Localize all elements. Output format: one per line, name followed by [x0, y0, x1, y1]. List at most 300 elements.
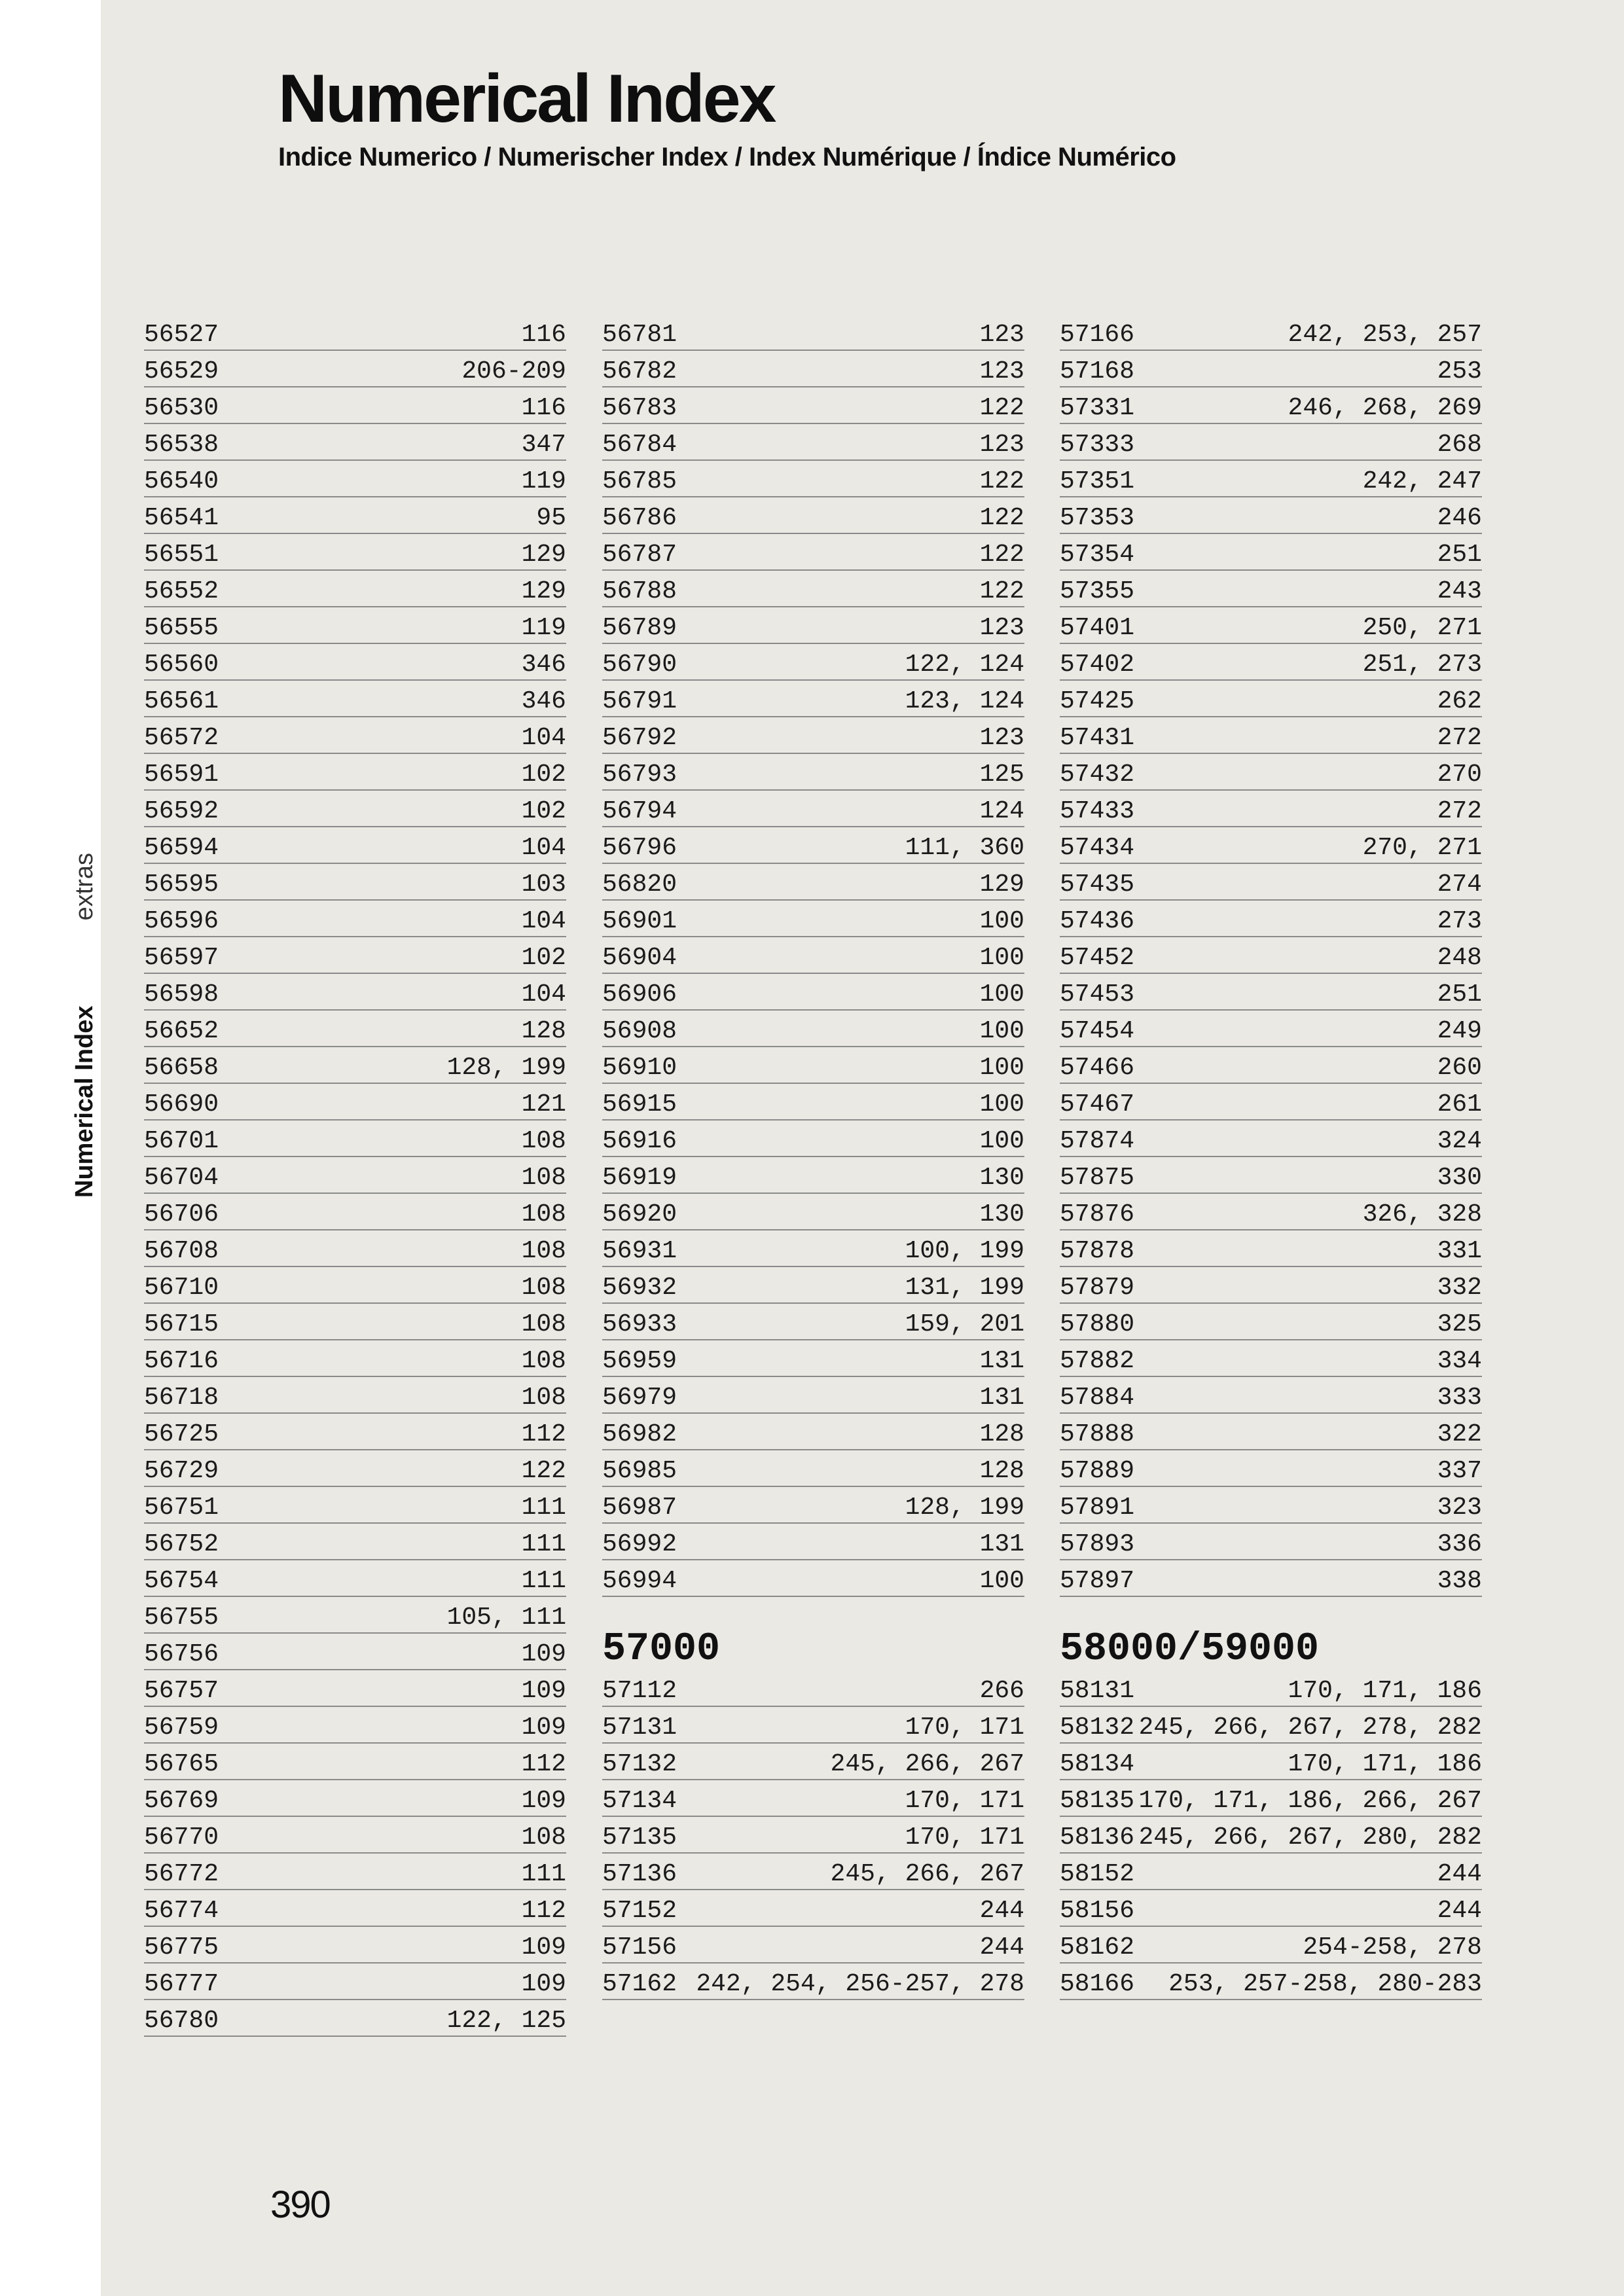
- index-row: [144, 901, 566, 937]
- page-references: 270, 271: [1362, 834, 1482, 862]
- page-references: 109: [521, 1933, 566, 1962]
- article-code: 56708: [144, 1237, 219, 1265]
- article-code: 56595: [144, 870, 219, 899]
- index-row: [1060, 1487, 1482, 1524]
- article-code: 56783: [602, 394, 677, 422]
- article-code: 56770: [144, 1823, 219, 1852]
- page-references: 244: [1437, 1897, 1482, 1925]
- page-references: 104: [521, 980, 566, 1009]
- page-references: 336: [1437, 1530, 1482, 1558]
- index-row: [602, 607, 1024, 644]
- page-references: 129: [521, 541, 566, 569]
- article-code: 58131: [1060, 1677, 1135, 1705]
- page-references: 130: [979, 1164, 1024, 1192]
- article-code: 57878: [1060, 1237, 1135, 1265]
- page-references: 108: [521, 1127, 566, 1155]
- article-code: 58152: [1060, 1860, 1135, 1888]
- article-code: 56530: [144, 394, 219, 422]
- index-row: [144, 937, 566, 974]
- article-code: 57882: [1060, 1347, 1135, 1375]
- page-references: 112: [521, 1750, 566, 1778]
- index-row: [144, 1084, 566, 1121]
- page-references: 109: [521, 1640, 566, 1668]
- page-references: 123: [979, 614, 1024, 642]
- index-row: [1060, 754, 1482, 791]
- index-row: [602, 791, 1024, 827]
- article-code: 57432: [1060, 761, 1135, 789]
- index-column-3: [1060, 314, 1482, 2000]
- index-row: [1060, 1450, 1482, 1487]
- index-row: [602, 1780, 1024, 1817]
- page-references: 122: [979, 467, 1024, 495]
- index-row: [1060, 387, 1482, 424]
- article-code: 56793: [602, 761, 677, 789]
- index-row: [1060, 1194, 1482, 1230]
- page-references: 266: [979, 1677, 1024, 1705]
- article-code: 56777: [144, 1970, 219, 1998]
- article-code: 57431: [1060, 724, 1135, 752]
- index-row: [144, 1744, 566, 1780]
- index-row: [602, 497, 1024, 534]
- article-code: 56592: [144, 797, 219, 825]
- page-references: 109: [521, 1970, 566, 1998]
- article-code: 56594: [144, 834, 219, 862]
- index-row: [602, 1194, 1024, 1230]
- page-references: 244: [979, 1933, 1024, 1962]
- page-references: 105, 111: [446, 1604, 566, 1632]
- article-code: 56754: [144, 1567, 219, 1595]
- index-row: [602, 1084, 1024, 1121]
- page-references: 108: [521, 1384, 566, 1412]
- page-references: 334: [1437, 1347, 1482, 1375]
- page-references: 100: [979, 1017, 1024, 1045]
- page-references: 108: [521, 1200, 566, 1229]
- page-references: 272: [1437, 797, 1482, 825]
- article-code: 56591: [144, 761, 219, 789]
- article-code: 56527: [144, 321, 219, 349]
- page-references: 170, 171: [905, 1787, 1024, 1815]
- index-row: [144, 1597, 566, 1634]
- article-code: 58162: [1060, 1933, 1135, 1962]
- page-references: 104: [521, 834, 566, 862]
- page-references: 108: [521, 1274, 566, 1302]
- article-code: 58135: [1060, 1787, 1135, 1815]
- article-code: 56992: [602, 1530, 677, 1558]
- index-row: [602, 864, 1024, 901]
- index-row: [144, 1304, 566, 1340]
- page-references: 116: [521, 394, 566, 422]
- index-row: [602, 1414, 1024, 1450]
- article-code: 56529: [144, 357, 219, 386]
- article-code: 57434: [1060, 834, 1135, 862]
- article-code: 56915: [602, 1090, 677, 1119]
- index-row: [144, 351, 566, 387]
- index-row: [602, 1047, 1024, 1084]
- index-row: [602, 827, 1024, 864]
- article-code: 58136: [1060, 1823, 1135, 1852]
- index-row: [602, 461, 1024, 497]
- index-row: [602, 974, 1024, 1011]
- index-row: [1060, 791, 1482, 827]
- index-row: [144, 387, 566, 424]
- index-row: [1060, 1377, 1482, 1414]
- index-row: [1060, 571, 1482, 607]
- article-code: 56994: [602, 1567, 677, 1595]
- side-label-section: Numerical Index: [71, 1005, 98, 1198]
- article-code: 57131: [602, 1713, 677, 1742]
- page-references: 250, 271: [1362, 614, 1482, 642]
- article-code: 56790: [602, 651, 677, 679]
- article-code: 56598: [144, 980, 219, 1009]
- page-references: 268: [1437, 431, 1482, 459]
- index-row: [144, 1560, 566, 1597]
- index-row: [1060, 1084, 1482, 1121]
- page-references: 122: [979, 394, 1024, 422]
- article-code: 56782: [602, 357, 677, 386]
- article-code: 56904: [602, 944, 677, 972]
- article-code: 56820: [602, 870, 677, 899]
- article-code: 56774: [144, 1897, 219, 1925]
- page-references: 274: [1437, 870, 1482, 899]
- article-code: 56784: [602, 431, 677, 459]
- article-code: 57166: [1060, 321, 1135, 349]
- page-references: 112: [521, 1897, 566, 1925]
- index-row: [602, 1524, 1024, 1560]
- page-references: 100: [979, 944, 1024, 972]
- index-row: [144, 1230, 566, 1267]
- page-number: 390: [270, 2183, 330, 2226]
- page-references: 111: [521, 1567, 566, 1595]
- article-code: 57351: [1060, 467, 1135, 495]
- page-references: 104: [521, 724, 566, 752]
- section-heading: 58000/59000: [1060, 1627, 1320, 1672]
- article-code: 56658: [144, 1054, 219, 1082]
- page-references: 129: [521, 577, 566, 605]
- index-row: [144, 1890, 566, 1927]
- index-row: [602, 314, 1024, 351]
- page-references: 122, 124: [905, 651, 1024, 679]
- page-references: 122: [979, 577, 1024, 605]
- index-row: [144, 681, 566, 717]
- article-code: 56551: [144, 541, 219, 569]
- index-row: [144, 1194, 566, 1230]
- page-references: 100: [979, 1054, 1024, 1082]
- page-references: 122: [521, 1457, 566, 1485]
- index-row: [144, 1377, 566, 1414]
- page-references: 323: [1437, 1494, 1482, 1522]
- page-references: 131: [979, 1384, 1024, 1412]
- index-row: [602, 1377, 1024, 1414]
- page-references: 245, 266, 267: [830, 1860, 1024, 1888]
- page-references: 251: [1437, 541, 1482, 569]
- page-references: 159, 201: [905, 1310, 1024, 1338]
- index-row: [1060, 717, 1482, 754]
- article-code: 56933: [602, 1310, 677, 1338]
- page-references: 326, 328: [1362, 1200, 1482, 1229]
- index-row: [144, 1267, 566, 1304]
- index-row: [1060, 974, 1482, 1011]
- index-row: [602, 937, 1024, 974]
- page-references: 100: [979, 907, 1024, 935]
- page-references: 246, 268, 269: [1288, 394, 1482, 422]
- page-references: 131: [979, 1347, 1024, 1375]
- index-row: [602, 351, 1024, 387]
- index-row: [144, 1414, 566, 1450]
- index-row: [1060, 1524, 1482, 1560]
- index-row: [144, 314, 566, 351]
- article-code: 57467: [1060, 1090, 1135, 1119]
- article-code: 56729: [144, 1457, 219, 1485]
- article-code: 56982: [602, 1420, 677, 1448]
- page-references: 253, 257-258, 280-283: [1168, 1970, 1482, 1998]
- page-references: 251, 273: [1362, 651, 1482, 679]
- index-row: [144, 607, 566, 644]
- index-row: [602, 1340, 1024, 1377]
- page-references: 332: [1437, 1274, 1482, 1302]
- index-row: [144, 571, 566, 607]
- index-row: [1060, 1890, 1482, 1927]
- index-row: [1060, 1964, 1482, 2000]
- index-row: [1060, 1157, 1482, 1194]
- index-row: [602, 1267, 1024, 1304]
- page-references: 109: [521, 1677, 566, 1705]
- article-code: 56985: [602, 1457, 677, 1485]
- page-references: 100: [979, 1127, 1024, 1155]
- article-code: 56908: [602, 1017, 677, 1045]
- index-row: [602, 1670, 1024, 1707]
- page-references: 122: [979, 504, 1024, 532]
- article-code: 56706: [144, 1200, 219, 1229]
- index-row: [602, 681, 1024, 717]
- index-column-1: [144, 314, 566, 2037]
- article-code: 57876: [1060, 1200, 1135, 1229]
- index-row: [1060, 1670, 1482, 1707]
- page-references: 206-209: [461, 357, 566, 386]
- page-references: 129: [979, 870, 1024, 899]
- index-row: [1060, 1744, 1482, 1780]
- article-code: 56796: [602, 834, 677, 862]
- index-row: [602, 1011, 1024, 1047]
- index-row: [602, 1230, 1024, 1267]
- index-row: [1060, 1121, 1482, 1157]
- index-row: [602, 1304, 1024, 1340]
- page-references: 170, 171: [905, 1713, 1024, 1742]
- article-code: 56780: [144, 2007, 219, 2035]
- page-references: 122, 125: [446, 2007, 566, 2035]
- page-references: 346: [521, 687, 566, 715]
- article-code: 56769: [144, 1787, 219, 1815]
- index-row: [1060, 497, 1482, 534]
- page-references: 111: [521, 1530, 566, 1558]
- article-code: 56560: [144, 651, 219, 679]
- index-row: [144, 1927, 566, 1964]
- page-references: 244: [1437, 1860, 1482, 1888]
- index-row: [602, 1450, 1024, 1487]
- page-references: 100, 199: [905, 1237, 1024, 1265]
- page-references: 108: [521, 1823, 566, 1852]
- page-references: 104: [521, 907, 566, 935]
- index-row: [144, 1524, 566, 1560]
- page-references: 253: [1437, 357, 1482, 386]
- index-row: [1060, 1927, 1482, 1964]
- page-references: 272: [1437, 724, 1482, 752]
- page-references: 102: [521, 761, 566, 789]
- page-references: 128: [979, 1420, 1024, 1448]
- page-references: 100: [979, 1567, 1024, 1595]
- article-code: 56652: [144, 1017, 219, 1045]
- index-row: [1060, 644, 1482, 681]
- side-label-chapter: extras: [71, 852, 98, 921]
- index-row: [1060, 351, 1482, 387]
- article-code: 56987: [602, 1494, 677, 1522]
- article-code: 57888: [1060, 1420, 1135, 1448]
- page-references: 346: [521, 651, 566, 679]
- index-row: [144, 1450, 566, 1487]
- page-references: 103: [521, 870, 566, 899]
- index-row: [144, 1854, 566, 1890]
- index-row: [602, 1560, 1024, 1597]
- page-references: 243: [1437, 577, 1482, 605]
- index-row: [602, 1157, 1024, 1194]
- index-row: [144, 1487, 566, 1524]
- article-code: 56751: [144, 1494, 219, 1522]
- article-code: 56597: [144, 944, 219, 972]
- article-code: 56718: [144, 1384, 219, 1412]
- article-code: 56789: [602, 614, 677, 642]
- page-references: 124: [979, 797, 1024, 825]
- page-references: 242, 253, 257: [1288, 321, 1482, 349]
- page-references: 130: [979, 1200, 1024, 1229]
- article-code: 57162: [602, 1970, 677, 1998]
- article-code: 56786: [602, 504, 677, 532]
- index-row: [144, 1340, 566, 1377]
- index-row: [602, 1121, 1024, 1157]
- index-row: [1060, 1267, 1482, 1304]
- article-code: 56785: [602, 467, 677, 495]
- index-row: [144, 1157, 566, 1194]
- article-code: 57134: [602, 1787, 677, 1815]
- page-references: 111: [521, 1494, 566, 1522]
- page-title: Numerical Index: [278, 61, 775, 137]
- article-code: 58156: [1060, 1897, 1135, 1925]
- page-references: 322: [1437, 1420, 1482, 1448]
- page-references: 170, 171, 186: [1288, 1750, 1482, 1778]
- index-row: [144, 791, 566, 827]
- article-code: 57452: [1060, 944, 1135, 972]
- index-row: [1060, 1230, 1482, 1267]
- page-references: 128: [979, 1457, 1024, 1485]
- article-code: 56792: [602, 724, 677, 752]
- article-code: 57132: [602, 1750, 677, 1778]
- index-row: [144, 754, 566, 791]
- index-row: [602, 387, 1024, 424]
- page-references: 123: [979, 724, 1024, 752]
- index-row: [144, 864, 566, 901]
- article-code: 56757: [144, 1677, 219, 1705]
- page-references: 121: [521, 1090, 566, 1119]
- page-references: 128, 199: [905, 1494, 1024, 1522]
- article-code: 56788: [602, 577, 677, 605]
- index-row: [1060, 681, 1482, 717]
- article-code: 56756: [144, 1640, 219, 1668]
- article-code: 56910: [602, 1054, 677, 1082]
- article-code: 56538: [144, 431, 219, 459]
- page-references: 333: [1437, 1384, 1482, 1412]
- page-references: 262: [1437, 687, 1482, 715]
- page-references: 251: [1437, 980, 1482, 1009]
- index-row: [144, 424, 566, 461]
- page-references: 108: [521, 1237, 566, 1265]
- page-references: 242, 247: [1362, 467, 1482, 495]
- page-references: 261: [1437, 1090, 1482, 1119]
- article-code: 57879: [1060, 1274, 1135, 1302]
- side-section-label: [71, 853, 99, 1198]
- index-row: [602, 1854, 1024, 1890]
- article-code: 57168: [1060, 357, 1135, 386]
- page-references: 331: [1437, 1237, 1482, 1265]
- page-references: 111, 360: [905, 834, 1024, 862]
- page-references: 245, 266, 267, 278, 282: [1138, 1713, 1482, 1742]
- article-code: 56920: [602, 1200, 677, 1229]
- article-code: 57435: [1060, 870, 1135, 899]
- page-references: 112: [521, 1420, 566, 1448]
- index-row: [144, 1707, 566, 1744]
- page-references: 125: [979, 761, 1024, 789]
- index-row: [1060, 1854, 1482, 1890]
- index-row: [1060, 1304, 1482, 1340]
- article-code: 57454: [1060, 1017, 1135, 1045]
- page-references: 246: [1437, 504, 1482, 532]
- page-references: 249: [1437, 1017, 1482, 1045]
- article-code: 58166: [1060, 1970, 1135, 1998]
- article-code: 56919: [602, 1164, 677, 1192]
- page-references: 100: [979, 1090, 1024, 1119]
- page-references: 170, 171, 186: [1288, 1677, 1482, 1705]
- index-row: [1060, 607, 1482, 644]
- page-references: 95: [536, 504, 566, 532]
- page-references: 131, 199: [905, 1274, 1024, 1302]
- page-references: 100: [979, 980, 1024, 1009]
- article-code: 56794: [602, 797, 677, 825]
- page-references: 325: [1437, 1310, 1482, 1338]
- index-row: [1060, 1560, 1482, 1597]
- index-row: [1060, 1047, 1482, 1084]
- article-code: 56916: [602, 1127, 677, 1155]
- index-row: [602, 424, 1024, 461]
- index-row: [602, 717, 1024, 754]
- page-references: 131: [979, 1530, 1024, 1558]
- page-subtitle: Indice Numerico / Numerischer Index / Index Numérique / Índice Numérico: [278, 143, 1176, 171]
- index-row: [144, 644, 566, 681]
- page-references: 123: [979, 357, 1024, 386]
- section-heading: 57000: [602, 1627, 721, 1672]
- page-references: 254-258, 278: [1303, 1933, 1482, 1962]
- article-code: 58134: [1060, 1750, 1135, 1778]
- page-references: 111: [521, 1860, 566, 1888]
- article-code: 56690: [144, 1090, 219, 1119]
- index-row: [1060, 1011, 1482, 1047]
- article-code: 56561: [144, 687, 219, 715]
- article-code: 56901: [602, 907, 677, 935]
- article-code: 57333: [1060, 431, 1135, 459]
- article-code: 57880: [1060, 1310, 1135, 1338]
- article-code: 56715: [144, 1310, 219, 1338]
- index-row: [602, 1817, 1024, 1854]
- page-references: 245, 266, 267, 280, 282: [1138, 1823, 1482, 1852]
- index-row: [1060, 534, 1482, 571]
- index-row: [1060, 314, 1482, 351]
- page-references: 244: [979, 1897, 1024, 1925]
